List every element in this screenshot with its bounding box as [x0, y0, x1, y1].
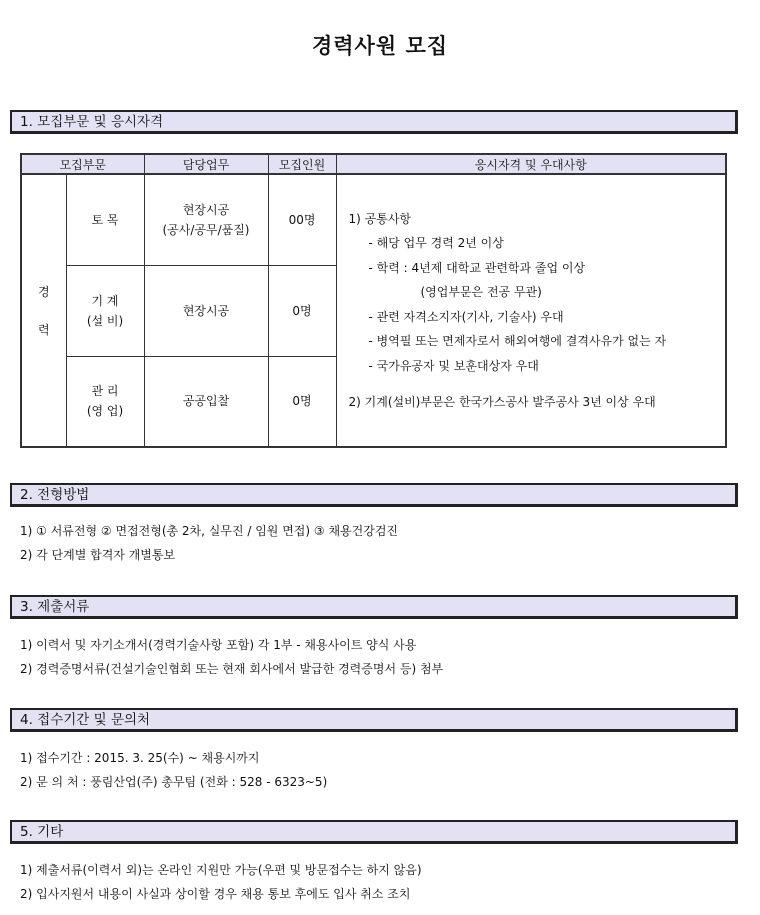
field-label: 관 리	[91, 384, 119, 399]
section-header-other: 5. 기타	[10, 820, 738, 844]
qual-line: - 해당 업무 경력 2년 이상	[368, 236, 504, 250]
qual-line: - 병역필 또는 면제자로서 해외여행에 결격사유가 없는 자	[368, 334, 667, 348]
field-sublabel: (영 업)	[86, 404, 124, 419]
selection-list	[20, 519, 398, 567]
duty-cell	[144, 356, 268, 447]
duty-sublabel: (공사/공무/품질)	[162, 222, 250, 237]
duty-label: 현장시공	[182, 303, 230, 318]
list-item: 1) ① 서류전형 ② 면접전형(총 2차, 실무진 / 임원 면접) ③ 채용건강검진	[20, 524, 399, 538]
page-title: 경력사원 모집	[311, 34, 449, 58]
list-item: 2) 문 의 처 : 풍림산업(주) 총무팀 (전화 : 528 - 6323~5)	[20, 775, 328, 789]
header-qualification: 응시자격 및 우대사항	[336, 154, 726, 174]
documents-list	[20, 633, 443, 681]
count-cell: 0명	[268, 356, 336, 447]
list-item: 2) 각 단계별 합격자 개별통보	[20, 548, 176, 562]
qualification-cell	[336, 174, 726, 447]
qual-line: (영업부문은 전공 무관)	[420, 285, 542, 299]
list-item: 2) 입사지원서 내용이 사실과 상이할 경우 채용 통보 후에도 입사 취소 조치	[20, 887, 411, 901]
table-row	[21, 174, 726, 265]
group-cell-career	[21, 174, 66, 447]
list-item: 1) 이력서 및 자기소개서(경력기술사항 포함) 각 1부 - 채용사이트 양식 사용	[20, 638, 417, 652]
field-sublabel: (설 비)	[86, 313, 124, 328]
list-item: 1) 제출서류(이력서 외)는 온라인 지원만 가능(우편 및 방문접수는 하지 않음)	[20, 863, 422, 877]
section-header-recruitment: 1. 모집부문 및 응시자격	[10, 110, 738, 134]
period-contact-list	[20, 746, 327, 794]
duty-label: 현장시공	[182, 202, 230, 217]
count-cell: 00명	[268, 174, 336, 265]
duty-cell	[144, 265, 268, 356]
field-cell	[66, 356, 144, 447]
list-item: 2) 경력증명서류(건설기술인협회 또는 현재 회사에서 발급한 경력증명서 등) 첨부	[20, 662, 444, 676]
qual-line: - 관련 자격소지자(기사, 기술사) 우대	[368, 309, 564, 324]
field-label: 토 목	[91, 212, 119, 227]
group-label-char: 력	[37, 322, 50, 337]
section-header-selection: 2. 전형방법	[10, 483, 738, 507]
section-header-documents: 3. 제출서류	[10, 595, 738, 619]
other-list	[20, 858, 422, 906]
duty-cell	[144, 174, 268, 265]
section-header-period-contact: 4. 접수기간 및 문의처	[10, 708, 738, 732]
header-duty: 담당업무	[144, 154, 268, 174]
field-cell	[66, 265, 144, 356]
field-label: 기 계	[91, 293, 119, 308]
qual-line: - 국가유공자 및 보훈대상자 우대	[368, 358, 539, 373]
duty-label: 공공입찰	[182, 394, 230, 409]
header-count: 모집인원	[268, 154, 336, 174]
field-cell	[66, 174, 144, 265]
group-label-char: 경	[37, 284, 50, 299]
list-item: 1) 접수기간 : 2015. 3. 25(수) ~ 채용시까지	[20, 751, 260, 765]
count-cell: 0명	[268, 265, 336, 356]
qual-line: 1) 공통사항	[348, 211, 411, 226]
qual-line: - 학력 : 4년제 대학교 관련학과 졸업 이상	[368, 260, 586, 275]
table-header-row	[21, 154, 726, 174]
header-division: 모집부문	[21, 154, 144, 174]
recruitment-table	[20, 153, 727, 448]
qual-line: 2) 기계(설비)부문은 한국가스공사 발주공사 3년 이상 우대	[348, 395, 656, 409]
